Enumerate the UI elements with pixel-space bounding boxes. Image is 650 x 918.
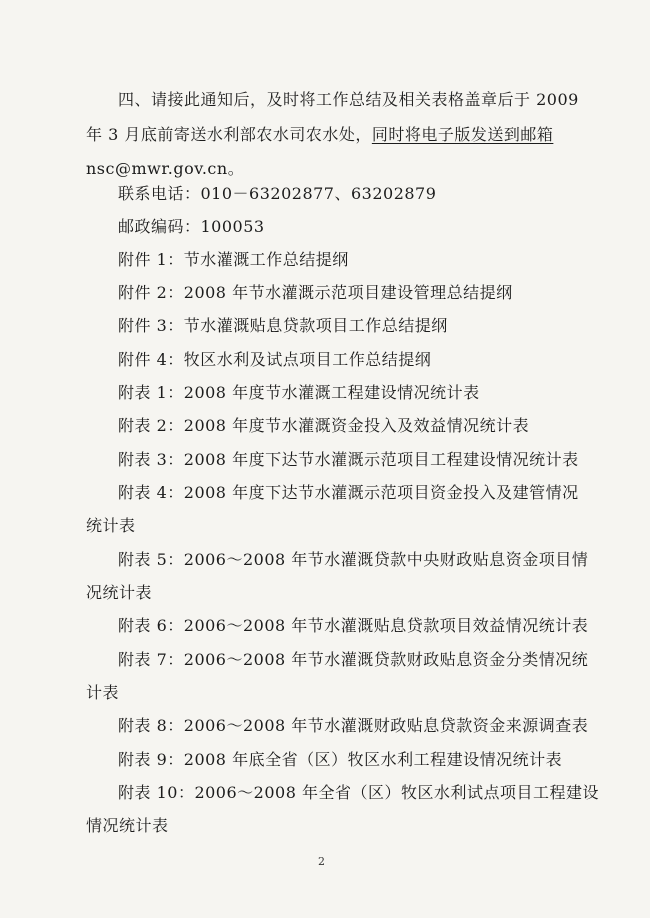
table-7-line-1: 附表 7：2006～2008 年节水灌溉贷款财政贴息资金分类情况统 <box>118 650 589 669</box>
table-6: 附表 6：2006～2008 年节水灌溉贴息贷款项目效益情况统计表 <box>118 616 589 635</box>
attachment-3: 附件 3：节水灌溉贴息贷款项目工作总结提纲 <box>118 316 448 335</box>
table-5-line-1: 附表 5：2006～2008 年节水灌溉贷款中央财政贴息资金项目情 <box>118 550 589 569</box>
paragraph-4-line-1: 四、请接此通知后，及时将工作总结及相关表格盖章后于 2009 <box>118 90 579 109</box>
table-3: 附表 3：2008 年度下达节水灌溉示范项目工程建设情况统计表 <box>118 450 579 469</box>
table-10-line-1: 附表 10：2006～2008 年全省（区）牧区水利试点项目工程建设 <box>118 783 599 802</box>
email-address: nsc@mwr.gov.cn。 <box>86 159 245 178</box>
table-5-line-2: 况统计表 <box>86 583 153 602</box>
paragraph-4-line-2-text: 年 3 月底前寄送水利部农水司农水处， <box>86 125 372 144</box>
attachment-4: 附件 4：牧区水利及试点项目工作总结提纲 <box>118 350 432 369</box>
table-2: 附表 2：2008 年度节水灌溉资金投入及效益情况统计表 <box>118 416 530 435</box>
table-4-line-1: 附表 4：2008 年度下达节水灌溉示范项目资金投入及建管情况 <box>118 483 579 502</box>
table-7-line-2: 计表 <box>86 683 120 702</box>
email-instruction-underlined: 同时将电子版发送到邮箱 <box>371 125 554 144</box>
attachment-2: 附件 2：2008 年节水灌溉示范项目建设管理总结提纲 <box>118 283 513 302</box>
table-8: 附表 8：2006～2008 年节水灌溉财政贴息贷款资金来源调查表 <box>118 716 589 735</box>
table-9: 附表 9：2008 年底全省（区）牧区水利工程建设情况统计表 <box>118 750 563 769</box>
attachment-1: 附件 1：节水灌溉工作总结提纲 <box>118 250 349 269</box>
page-number: 2 <box>318 855 325 868</box>
table-4-line-2: 统计表 <box>86 516 136 535</box>
postal-code: 邮政编码：100053 <box>118 217 265 236</box>
contact-phone: 联系电话：010－63202877、63202879 <box>118 184 437 203</box>
paragraph-4-line-2 <box>86 125 553 145</box>
table-10-line-2: 情况统计表 <box>86 816 169 835</box>
table-1: 附表 1：2008 年度节水灌溉工程建设情况统计表 <box>118 383 480 402</box>
